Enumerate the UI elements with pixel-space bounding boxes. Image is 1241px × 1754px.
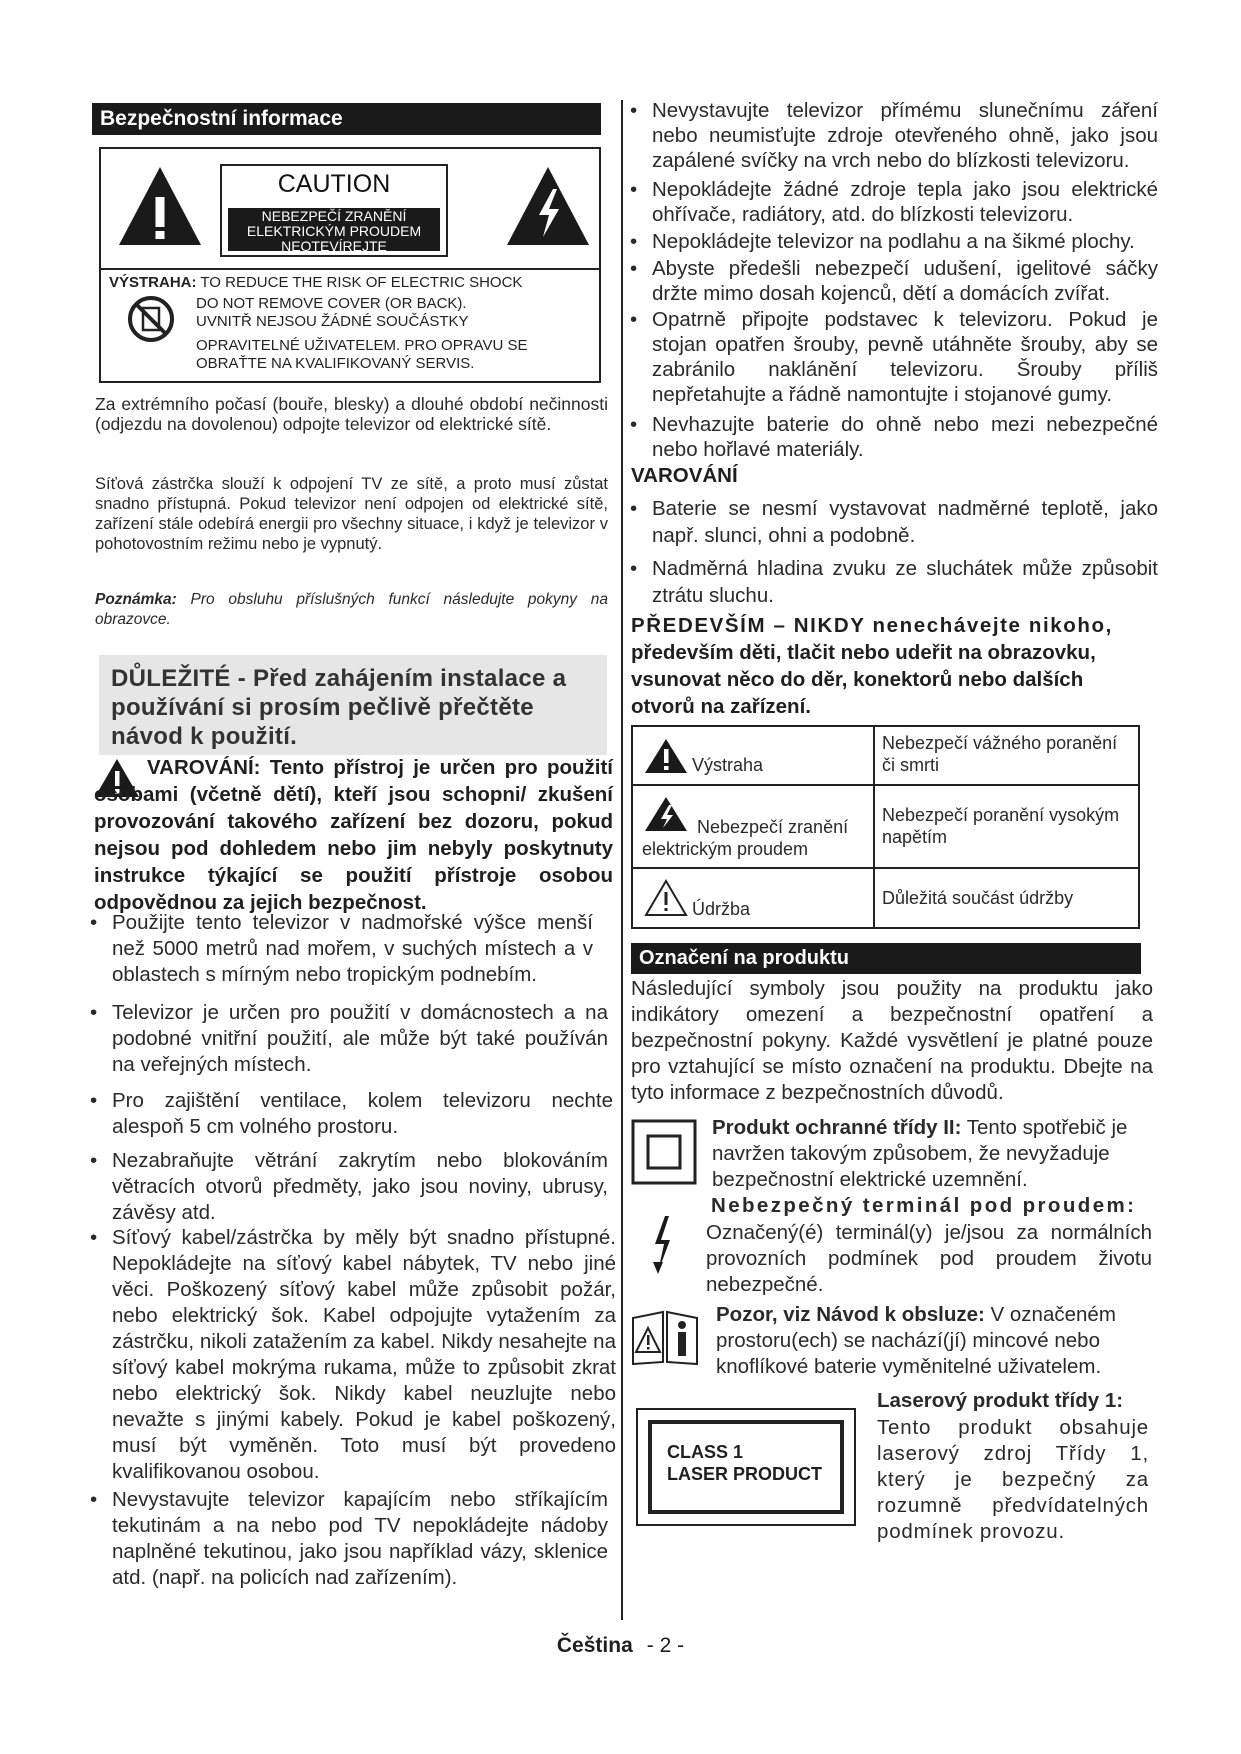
class-ii-icon (631, 1119, 697, 1185)
caution-subtitle: NEBEZPEČÍ ZRANĚNÍ ELEKTRICKÝM PROUDEM NEOTEVÍREJTE (228, 208, 440, 251)
markings-intro: Následující symboly jsou použity na produktu jako indikátory omezení a bezpečnostní opatření a bezpečnostní pokyny. Každé vysvětlení je platné pouze pro vztahující se místo označení na produktu. Dbejte na tyto informace z bezpečnostních důvodů. (631, 977, 1153, 1104)
table-row-divider (631, 867, 1140, 869)
instruction-manual-icon (630, 1308, 700, 1366)
laser-text: Tento produkt obsahuje laserový zdroj Třídy 1, který je bezpečný za rozumně předvídatelných podmínek provozu. (877, 1416, 1149, 1543)
caution-title-box (220, 164, 448, 257)
warning-usage-text: VAROVÁNÍ: Tento přístroj je určen pro použití osobami (včetně dětí), kteří jsou schopni/ zkušení provozování takového zařízení bez dozoru, pokud nejsou pod dohledem nebo jim nebyly poskytnuty instrukce týkající se použití přístroje osobou odpovědnou za jejich bezpečnost. (94, 756, 613, 914)
list-item: • Baterie se nesmí vystavovat nadměrné teplotě, jako např. slunci, ohni a podobně. (628, 495, 1158, 549)
page-footer: Čeština - 2 - (556, 1634, 685, 1657)
nikdy-warning: PŘEDEVŠÍM – NIKDY nenechávejte nikoho, především děti, tlačit nebo udeřit na obrazovku, vsunovat něco do děr, konektorů nebo dalších otvorů na zařízení. (631, 614, 1113, 718)
list-item: • Nevhazujte baterie do ohně nebo mezi nebezpečné nebo hořlavé materiály. (628, 412, 1158, 462)
section-title-markings: Označení na produktu (631, 943, 1141, 974)
paragraph-weather: Za extrémního počasí (bouře, blesky) a dlouhé období nečinnosti (odjezdu na dovolenou) odpojte televizor od elektrické sítě. (95, 394, 608, 434)
list-item: • Nevystavujte televizor kapajícím nebo stříkajícím tekutinám a na nebo pod TV nepokládejte nádoby naplněné tekutinou, jako jsou například vázy, sklenice atd. (např. na policích nad zařízením). (88, 1487, 608, 1591)
caution-warning-line1: VÝSTRAHA: TO REDUCE THE RISK OF ELECTRIC SHOCK (109, 274, 523, 291)
table-cell-label: Nebezpečí zranění elektrickým proudem (642, 817, 849, 859)
important-notice: DŮLEŽITÉ - Před zahájením instalace a používání si prosím pečlivě přečtěte návod k použití. (99, 655, 607, 755)
live-terminal-icon (648, 1214, 676, 1276)
class-ii-text: Produkt ochranné třídy II: Tento spotřebič je navržen takovým způsobem, že nevyžaduje bezpečnostní elektrické uzemnění. (712, 1116, 1128, 1191)
live-terminal-title: Nebezpečný terminál pod proudem: (711, 1194, 1137, 1217)
maintenance-icon (644, 878, 688, 918)
table-row-divider (631, 784, 1140, 786)
laser-title: Laserový produkt třídy 1: (877, 1389, 1124, 1412)
warning-triangle-icon (117, 163, 203, 249)
list-item: • Abyste předešli nebezpečí udušení, igelitové sáčky držte mimo dosah kojenců, dětí a domácích zvířat. (628, 256, 1158, 306)
varovani-heading: VAROVÁNÍ (631, 464, 738, 487)
list-item: • Nadměrná hladina zvuku ze sluchátek může způsobit ztrátu sluchu. (628, 555, 1158, 609)
table-cell-desc: Důležitá součást údržby (882, 888, 1074, 908)
list-item: • Nepokládejte televizor na podlahu a na šikmé plochy. (628, 229, 1168, 254)
laser-label-text: CLASS 1 LASER PRODUCT (667, 1442, 823, 1484)
list-item: • Televizor je určen pro použití v domácnostech a na podobné vnitřní použití, ale může být také používán na veřejných místech. (88, 1000, 608, 1078)
instruction-manual-text: Pozor, viz Návod k obsluze: V označeném prostoru(ech) se nachází(jí) mincové nebo knoflíkové baterie vyměnitelné uživatelem. (716, 1303, 1116, 1378)
caution-divider (99, 268, 601, 270)
list-item: • Použijte tento televizor v nadmořské výšce menší než 5000 metrů nad mořem, v suchých místech a v oblastech s mírným nebo tropickým podnebím. (88, 910, 593, 988)
list-item: • Nepokládejte žádné zdroje tepla jako jsou elektrické ohřívače, radiátory, atd. do blízkosti televizoru. (628, 177, 1158, 227)
warning-icon (644, 737, 688, 775)
caution-warning-lines: DO NOT REMOVE COVER (OR BACK). UVNITŘ NEJSOU ŽÁDNÉ SOUČÁSTKY OPRAVITELNÉ UŽIVATELEM. PRO OPRAVU SE OBRAŤTE NA KVALIFIKOVANÝ SERVIS. (196, 295, 528, 372)
list-item: • Nevystavujte televizor přímému slunečnímu záření nebo neumisťujte zdroje otevřeného ohně, jako jsou zapálené svíčky na vrch nebo do blízkosti televizoru. (628, 98, 1158, 173)
table-cell-label: Údržba (692, 899, 751, 919)
table-column-divider (873, 725, 875, 929)
table-cell-desc: Nebezpečí poranění vysokým napětím (882, 805, 1120, 847)
live-terminal-text: Označený(é) terminál(y) je/jsou za normálních provozních podmínek pod proudem životu nebezpečné. (706, 1221, 1152, 1296)
caution-title: CAUTION (277, 170, 391, 198)
table-cell-desc: Nebezpečí vážného poranění či smrti (882, 733, 1118, 775)
section-title-safety: Bezpečnostní informace (92, 103, 601, 135)
list-item: • Opatrně připojte podstavec k televizoru. Pokud je stojan opatřen šrouby, pevně utáhněte šrouby, aby se zabránilo naklánění televizoru. Šrouby příliš nepřetahujte a řádně namontujte i stojanové gumy. (628, 307, 1158, 407)
column-divider (621, 100, 623, 1620)
no-open-cover-icon (126, 294, 176, 344)
list-item: • Nezabraňujte větrání zakrytím nebo blokováním větracích otvorů předměty, jako jsou noviny, ubrusy, závěsy atd. (88, 1148, 608, 1226)
list-item: • Síťový kabel/zástrčka by měly být snadno přístupné. Nepokládejte na síťový kabel nábytek, TV nebo jiné věci. Poškozený síťový kabel může způsobit požár, nebo elektrický šok. Kabel odpojujte vytažením za zástrčku, nikoli zatažením za kabel. Nikdy nesahejte na síťový kabel mokrýma rukama, může to způsobit zkrat nebo elektrický šok. Nikdy kabel neuzlujte nebo nevažte s jinými kabely. Pokud je kabel poškozený, musí být vyměněn. Toto musí být provedeno kvalifikovanou osobou. (88, 1225, 616, 1485)
paragraph-mains-plug: Síťová zástrčka slouží k odpojení TV ze sítě, a proto musí zůstat snadno přístupná. Pokud televizor není odpojen od elektrické sítě, zařízení stále odebírá energii pro všechny situace, i když je televizor v pohotovostním režimu nebo je vypnutý. (95, 475, 608, 553)
high-voltage-icon (505, 163, 591, 249)
list-item: • Pro zajištění ventilace, kolem televizoru nechte alespoň 5 cm volného prostoru. (88, 1088, 613, 1140)
table-cell-label: Výstraha (692, 755, 764, 775)
note: Poznámka: Pro obsluhu příslušných funkcí následujte pokyny na obrazovce. (95, 591, 608, 628)
